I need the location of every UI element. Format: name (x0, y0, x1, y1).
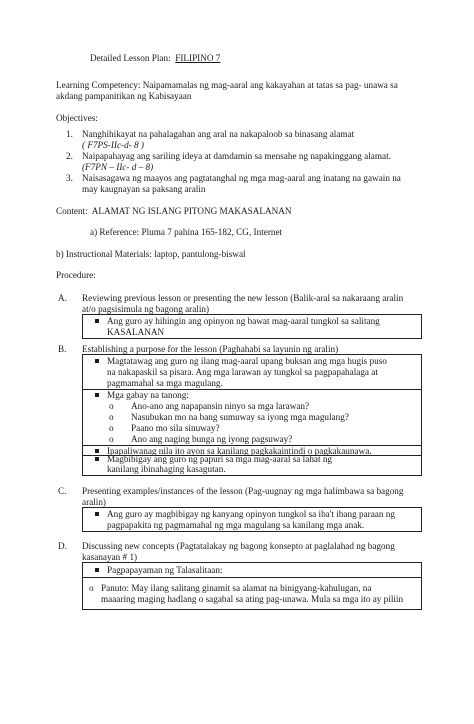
objective-code-2: (F7PN – IIc- d – 8) (82, 162, 154, 172)
section-c-line-2: aralin) (82, 497, 106, 507)
competency-line-1: Learning Competency: Naipamamalas ng mag-aaral ang kakayahan at tatas sa pag- unawa sa (56, 80, 398, 90)
bullet-square-icon (95, 512, 99, 516)
section-b-title: Establishing a purpose for the lesson (Paghahabi sa layunin ng aralin) (82, 344, 339, 354)
competency-line-2: akdang pampanitikan ng Kabisayaan (56, 91, 192, 101)
section-b-letter: B. (58, 344, 67, 354)
section-b-row-1-line-1: Magtatawag ang guro ng ilang mag-aaral upang buksan ang mga hugis puso (95, 356, 387, 367)
section-b-table (82, 354, 422, 476)
section-a-letter: A. (58, 293, 67, 303)
section-b-row-1-line-3: pagmamahal sa mga magulang. (107, 378, 223, 388)
section-c-box-line-1: Ang guro ay magbibigay ng kanyang opinyon tungkol sa iba't ibang paraan ng (95, 509, 395, 520)
section-a-box-line-2: KASALANAN (107, 327, 165, 337)
bullet-square-icon (95, 568, 99, 572)
section-c-box (82, 507, 422, 532)
section-a-box (82, 314, 422, 339)
content-line (56, 206, 292, 217)
section-c-box-line-2: pagpapakita ng pagmamahal ng mga magulang sa kanilang mga anak. (107, 520, 365, 530)
objective-item-3: 3. Naisasagawa ng maayos ang pagtatanghal ng mga mag-aaral ang inatang na gawain na (66, 173, 401, 183)
section-d-table (82, 562, 422, 610)
section-b-row-4-line-1: Magbibigay ang guro ng papuri sa mga mag-aaral sa lahat ng (95, 454, 332, 465)
objective-item-1: 1. Nanghihikayat na pahalagahan ang aral na nakapaloob sa binasang alamat (66, 129, 355, 139)
section-b-row-4-line-2: kanilang ibinahaging kasagutan. (107, 464, 226, 474)
content-label: Content: (56, 206, 88, 216)
header-subject: FILIPINO 7 (175, 53, 221, 63)
header-label: Detailed Lesson Plan: (90, 53, 171, 63)
bullet-square-icon (95, 449, 99, 453)
objective-item-2: 2. Naipapahayag ang sariling ideya at damdamin sa mensahe ng napakinggang alamat. (66, 151, 391, 161)
bullet-square-icon (95, 359, 99, 363)
objective-code-1: ( F7PS-IIc-d- 8 ) (82, 140, 144, 150)
section-b-row-1-line-2: na nakapaskil sa pisara. Ang mga larawan ay tungkol sa pagpapahalaga at (107, 367, 378, 377)
question-1: o Ano-ano ang napapansin ninyo sa mga larawan? (109, 401, 310, 411)
bullet-square-icon (95, 457, 99, 461)
procedure-title: Procedure: (56, 270, 96, 280)
question-4: o Ano ang naging bunga ng iyong pagsuway? (109, 434, 293, 444)
lesson-plan-header (90, 53, 220, 64)
section-c-letter: C. (58, 486, 67, 496)
section-a-line-1: Reviewing previous lesson or presenting the new lesson (Balik-aral sa nakaraang aralin (82, 293, 404, 303)
section-b-row-2-title: Mga gabay na tanong: (95, 390, 189, 401)
section-b-row-3: Ipapaliwanag nila ito ayon sa kanilang pagkakaintindi o pagkakaunawa. (95, 446, 372, 457)
section-a-box-line-1: Ang guro ay hihingin ang opinyon ng bawat mag-aaral tungkol sa salitang (95, 316, 380, 327)
bullet-square-icon (95, 393, 99, 397)
section-a-line-2: at/o pagsisimula ng bagong aralin) (82, 304, 210, 314)
section-d-letter: D. (58, 541, 67, 551)
materials-line: b) Instructional Materials: laptop, pantulong-biswal (56, 249, 246, 259)
bullet-square-icon (95, 319, 99, 323)
question-3: o Paano mo sila sinuway? (109, 423, 220, 433)
content-title: ALAMAT NG ISLANG PITONG MAKASALANAN (91, 206, 292, 216)
question-2: o Nasubukan mo na bang sumuway sa iyong mga magulang? (109, 412, 349, 422)
objectives-title: Objectives: (56, 113, 98, 123)
section-d-row-2-line-1: o Panuto: May ilang salitang ginamit sa alamat na binigyang-kahulugan, na (89, 583, 372, 593)
section-d-row-1: Pagpapayaman ng Talasalitaan: (95, 565, 223, 576)
section-c-line-1: Presenting examples/instances of the lesson (Pag-uugnay ng mga halimbawa sa bagong (82, 486, 404, 496)
section-d-row-2-line-2: maaaring maging hadlang o sagabal sa ating pag-unawa. Mula sa mga ito ay piliin (101, 594, 404, 604)
section-d-line-1: Discussing new concepts (Pagtatalakay ng bagong konsepto at paglalahad ng bagong (82, 541, 395, 551)
table-row-divider (83, 577, 421, 578)
section-d-line-2: kasanayan # 1) (82, 552, 138, 562)
reference-line: a) Reference: Pluma 7 pahina 165-182, CG, Internet (90, 227, 283, 237)
objective-item-3-line-2: may kaugnayan sa paksang aralin (82, 184, 206, 194)
